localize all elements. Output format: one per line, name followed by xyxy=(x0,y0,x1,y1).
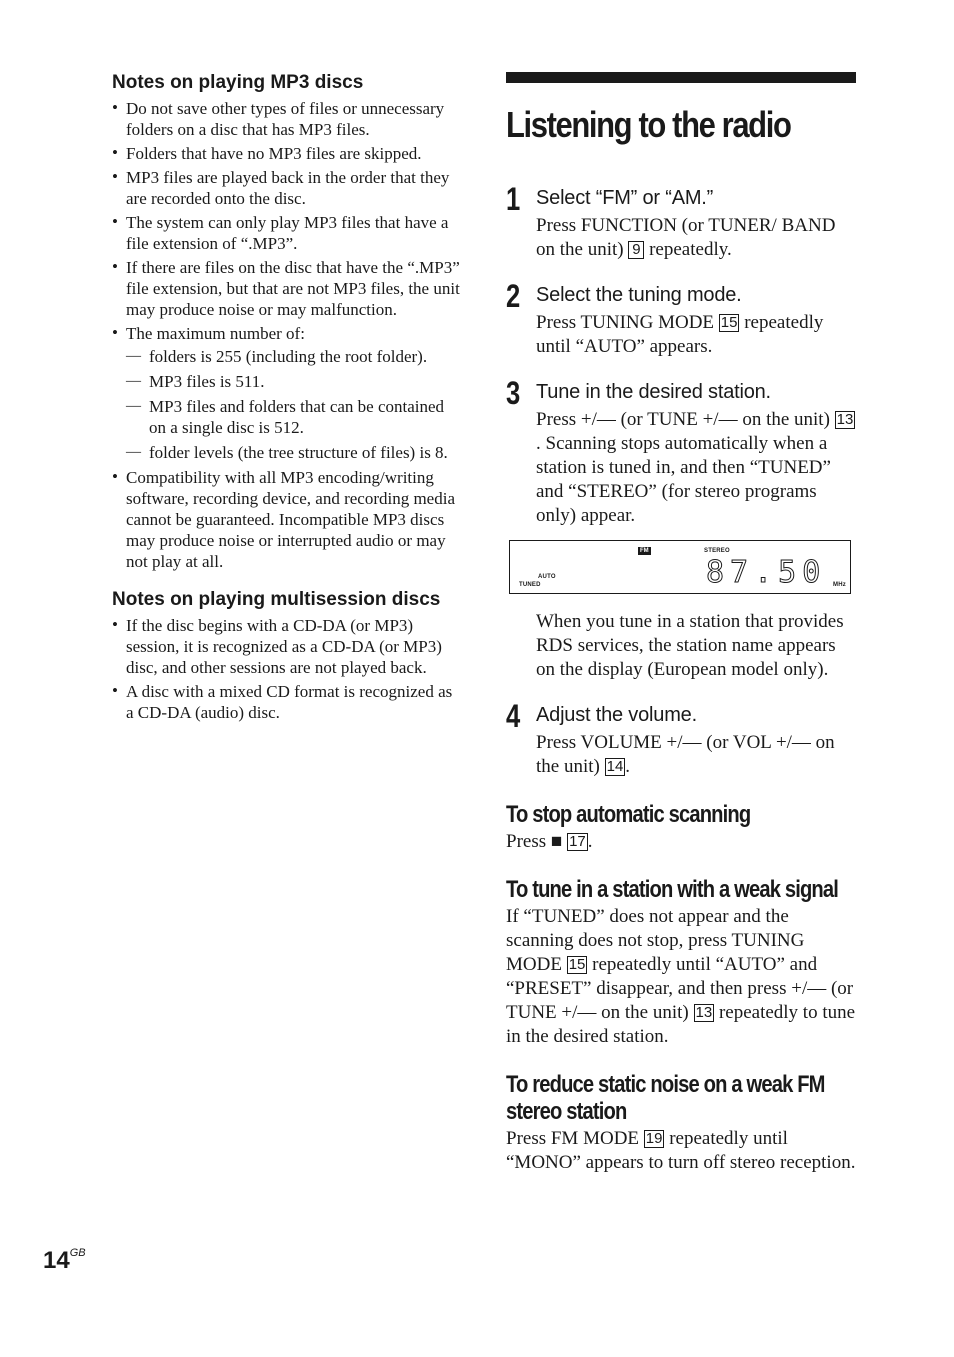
step-4 xyxy=(506,698,856,779)
text-part: repeatedly until “AUTO” and “PRESET” disappear, and then press +/— (or TUNE +/— on the unit) xyxy=(506,954,854,1023)
ref-number: 17 xyxy=(569,833,586,850)
mp3-notes-heading: Notes on playing MP3 discs xyxy=(112,72,364,93)
weak-signal-text xyxy=(506,905,856,1049)
ref-number: 9 xyxy=(628,241,644,259)
step-number: 2 xyxy=(506,278,521,314)
step-number: 3 xyxy=(506,375,521,411)
ref-number: 19 xyxy=(645,1130,663,1147)
step-text-part: repeatedly. xyxy=(644,239,732,260)
page-title: Listening to the radio xyxy=(506,104,791,145)
step-2 xyxy=(506,278,856,359)
step-text-part: Press FUNCTION (or TUNER/ BAND on the unit) xyxy=(536,215,836,260)
step-text-part: repeatedly until “AUTO” appears. xyxy=(536,312,824,357)
static-noise-text xyxy=(506,1127,856,1175)
weak-signal-heading: To tune in a station with a weak signal xyxy=(506,876,839,903)
step-number: 4 xyxy=(506,698,521,734)
list-item: — MP3 files and folders that can be contained on a single disc is 512. xyxy=(126,396,462,438)
list-item: • If the disc begins with a CD-DA (or MP3) session, it is recognized as a CD-DA (or MP3) disc, and other sessions are not played back. xyxy=(112,615,462,678)
list-item: — MP3 files is 511. xyxy=(126,371,462,392)
step-text-part: . Scanning stops automatically when a station is tuned in, and then “TUNED” and “STEREO” (for stereo programs only) appear. xyxy=(536,433,831,526)
max-items-list xyxy=(126,346,462,463)
step-text-part: Press TUNING MODE xyxy=(536,312,719,333)
tuner-display xyxy=(509,540,851,594)
list-item: — folders is 255 (including the root folder). xyxy=(126,346,462,367)
step-title: Adjust the volume. xyxy=(536,704,697,726)
step-1 xyxy=(506,181,856,262)
list-item: • A disc with a mixed CD format is recognized as a CD-DA (audio) disc. xyxy=(112,681,462,723)
display-auto-indicator: AUTO xyxy=(538,574,556,580)
step-text-part: . xyxy=(625,756,631,777)
left-column xyxy=(112,70,462,726)
list-item-max xyxy=(112,323,462,463)
ref-number: 14 xyxy=(606,758,624,775)
text-part: . xyxy=(587,831,593,852)
static-noise-heading: To reduce static noise on a weak FM stereo station xyxy=(506,1071,825,1125)
max-intro: The maximum number of: xyxy=(126,324,305,343)
text-part: Press FM MODE xyxy=(506,1128,644,1149)
step-title: Tune in the desired station. xyxy=(536,381,771,403)
step-number: 1 xyxy=(506,181,521,217)
ref-number: 15 xyxy=(720,314,738,331)
page-number-value: 14 xyxy=(43,1247,70,1274)
list-item: — folder levels (the tree structure of files) is 8. xyxy=(126,442,462,463)
text-part: repeatedly until “MONO” appears to turn off stereo reception. xyxy=(506,1128,856,1173)
rds-note: When you tune in a station that provides RDS services, the station name appears on the display (European model only). xyxy=(536,611,844,680)
page-number xyxy=(43,1247,86,1275)
section-rule xyxy=(506,72,856,83)
list-item: • The system can only play MP3 files that have a file extension of “.MP3”. xyxy=(112,212,462,254)
step-text-part: Press VOLUME +/— (or VOL +/— on the unit) xyxy=(536,732,835,777)
right-column xyxy=(506,72,856,1175)
mp3-notes-list xyxy=(112,98,462,572)
list-item: • Do not save other types of files or unnecessary folders on a disc that has MP3 files. xyxy=(112,98,462,140)
text-part: Press ■ xyxy=(506,831,568,852)
step-3 xyxy=(506,375,856,528)
stop-scanning-heading: To stop automatic scanning xyxy=(506,801,751,828)
page-number-suffix: GB xyxy=(69,1247,86,1259)
display-frequency: 87.50 xyxy=(706,555,827,590)
text-part: repeatedly to tune in the desired station. xyxy=(506,1002,856,1047)
ref-number: 13 xyxy=(695,1004,713,1021)
step-title: Select “FM” or “AM.” xyxy=(536,187,714,209)
display-stereo-indicator: STEREO xyxy=(704,548,730,554)
display-tuned-indicator: TUNED xyxy=(519,582,541,588)
list-item: • MP3 files are played back in the order that they are recorded onto the disc. xyxy=(112,167,462,209)
step-text xyxy=(536,408,856,528)
step-text-part: Press +/— (or TUNE +/— on the unit) xyxy=(536,409,835,430)
list-item: • Folders that have no MP3 files are skipped. xyxy=(112,143,462,164)
stop-scanning-text xyxy=(506,830,856,854)
step-text xyxy=(536,731,856,779)
text-part: If “TUNED” does not appear and the scanning does not stop, press TUNING MODE xyxy=(506,906,805,975)
list-item: • Compatibility with all MP3 encoding/writing software, recording device, and recording media cannot be guaranteed. Incompatible MP3 discs may produce noise or interrupted audio or may not play at all. xyxy=(112,467,462,572)
list-item: • If there are files on the disc that have the “.MP3” file extension, but that are not MP3 files, the unit may produce noise or may malfunction. xyxy=(112,257,462,320)
display-unit: MHz xyxy=(833,582,846,588)
step-title: Select the tuning mode. xyxy=(536,284,742,306)
ref-number: 13 xyxy=(836,411,854,428)
ref-number: 15 xyxy=(568,956,586,973)
step-text xyxy=(536,311,856,359)
multisession-list xyxy=(112,615,462,723)
step-text xyxy=(536,214,856,262)
display-fm-indicator: FM xyxy=(640,548,649,554)
multisession-heading: Notes on playing multisession discs xyxy=(112,589,441,610)
